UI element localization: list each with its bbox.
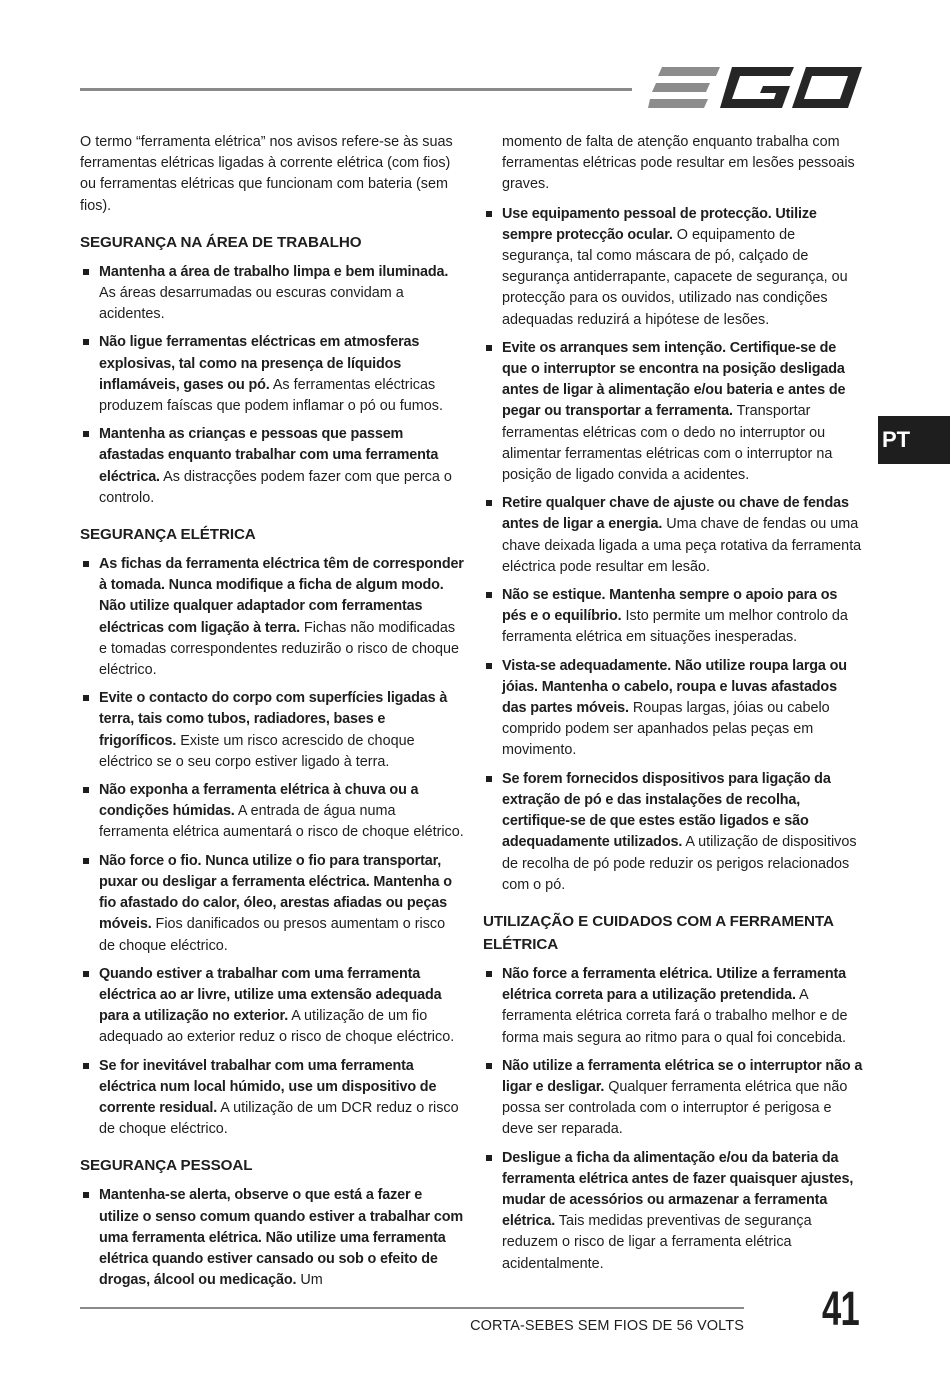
list-item bbox=[80, 554, 465, 681]
item-text: A utilização de um DCR reduz o risco de choque eléctrico. bbox=[99, 1099, 459, 1138]
bullet-icon bbox=[83, 269, 89, 275]
left-column bbox=[80, 132, 465, 1298]
item-text: Fichas não modificadas e tomadas correspondentes reduzirão o risco de choque eléctrico. bbox=[99, 619, 459, 679]
bullet-icon bbox=[83, 971, 89, 977]
list-item bbox=[80, 332, 465, 417]
section-heading-personal: SEGURANÇA PESSOAL bbox=[80, 1157, 253, 1175]
item-bold-text: Se for inevitável trabalhar com uma ferramenta eléctrica num local húmido, use um dispositivo de corrente residual. bbox=[99, 1057, 437, 1116]
item-bold-text: Não force a ferramenta elétrica. Utilize a ferramenta elétrica correta para a utilização pretendida. bbox=[502, 965, 846, 1004]
item-bold-text: Desligue a ficha da alimentação e/ou da bateria da ferramenta elétrica antes de fazer quaisquer ajustes, mudar de acessórios ou armazenar a ferramenta elétrica. bbox=[502, 1149, 854, 1230]
footer-title: CORTA-SEBES SEM FIOS DE 56 VOLTS bbox=[470, 1318, 744, 1334]
item-bold-text: Não ligue ferramentas eléctricas em atmosferas explosivas, tal como na presença de líquidos inflamáveis, gases ou pó. bbox=[99, 334, 420, 393]
footer-rule bbox=[80, 1307, 744, 1309]
bullet-icon bbox=[486, 971, 492, 977]
bullet-icon bbox=[486, 500, 492, 506]
logo-o bbox=[792, 67, 862, 108]
item-text: A ferramenta elétrica correta fará o trabalho melhor e de forma mais segura ao ritmo para o qual foi concebida. bbox=[502, 987, 848, 1046]
personal-list bbox=[80, 1185, 465, 1291]
language-tab: PT bbox=[878, 416, 950, 464]
list-item bbox=[80, 688, 465, 773]
bullet-icon bbox=[486, 211, 492, 217]
list-item bbox=[483, 493, 865, 578]
bullet-icon bbox=[83, 1063, 89, 1069]
item-bold-text: Não force o fio. Nunca utilize o fio para transportar, puxar ou desligar a ferramenta eléctrica. Mantenha o fio afastado do calor, óleo, arestas afiadas ou peças móveis. bbox=[99, 852, 452, 933]
item-text: As áreas desarrumadas ou escuras convidam a acidentes. bbox=[99, 285, 404, 323]
item-text: O equipamento de segurança, tal como máscara de pó, calçado de segurança antiderrapante, capacete de segurança, ou protecção para os ouvidos, utilizado nas condições adequadas reduzirá a hipótese de lesões. bbox=[502, 226, 848, 328]
bullet-icon bbox=[486, 663, 492, 669]
item-bold-text: Retire qualquer chave de ajuste ou chave de fendas antes de ligar a energia. bbox=[502, 495, 849, 533]
list-item bbox=[80, 1185, 465, 1291]
item-bold-text: Use equipamento pessoal de protecção. Utilize sempre protecção ocular. bbox=[502, 205, 817, 243]
tool-use-list bbox=[483, 964, 865, 1275]
bullet-icon bbox=[83, 431, 89, 437]
item-bold-text: Mantenha-se alerta, observe o que está a fazer e utilize o senso comum quando estiver a trabalhar com uma ferramenta elétrica. Não utilize uma ferramenta elétrica quando estiver cansado ou sob o efeito de drogas, álcool ou medicação. bbox=[99, 1187, 464, 1289]
item-bold-text: Mantenha as crianças e pessoas que passem afastadas enquanto trabalhar com uma ferramenta eléctrica. bbox=[99, 426, 439, 485]
item-text: A entrada de água numa ferramenta elétrica aumentará o risco de choque elétrico. bbox=[99, 803, 464, 841]
item-bold-text: Não utilize a ferramenta elétrica se o interruptor não a ligar e desligar. bbox=[502, 1057, 863, 1095]
list-item bbox=[483, 204, 865, 331]
item-text: Transportar ferramentas elétricas com o dedo no interruptor ou alimentar ferramentas elétricas com o interruptor na posição de ligado convida a acidentes. bbox=[502, 403, 833, 484]
header-rule bbox=[80, 88, 632, 91]
item-text: Qualquer ferramenta elétrica que não possa ser controlada com o interruptor é perigosa e deve ser reparada. bbox=[502, 1078, 848, 1138]
item-text: Tais medidas preventivas de segurança reduzem o risco de ligar a ferramenta elétrica acidentalmente. bbox=[502, 1213, 812, 1272]
list-item bbox=[80, 851, 465, 957]
list-item bbox=[483, 585, 865, 649]
bullet-icon bbox=[83, 787, 89, 793]
item-bold-text: Evite os arranques sem intenção. Certifique-se de que o interruptor se encontra na posição desligada antes de ligar à alimentação e/ou bateria e antes de pegar ou transportar a ferramenta. bbox=[502, 339, 846, 420]
logo-e-bar-bottom bbox=[648, 99, 708, 108]
intro-paragraph: O termo “ferramenta elétrica” nos avisos refere-se às suas ferramentas elétricas ligadas à corrente elétrica (com fios) ou ferramentas elétricas que funcionam com bateria (sem fios). bbox=[80, 134, 453, 214]
item-text: Existe um risco acrescido de choque eléctrico se o seu corpo estiver ligado à terra. bbox=[99, 732, 415, 770]
ego-logo bbox=[648, 62, 862, 114]
list-item bbox=[483, 1148, 865, 1275]
logo-e-bar-top bbox=[658, 67, 720, 76]
item-bold-text: As fichas da ferramenta eléctrica têm de corresponder à tomada. Nunca modifique a ficha de algum modo. Não utilize qualquer adaptador com ferramentas eléctricas com ligação à terra. bbox=[99, 556, 464, 636]
list-item bbox=[483, 656, 865, 762]
bullet-icon bbox=[486, 592, 492, 598]
item-bold-text: Quando estiver a trabalhar com uma ferramenta eléctrica ao ar livre, utilize uma extensão adequada para a utilização no exterior. bbox=[99, 965, 442, 1025]
page-number: 41 bbox=[822, 1283, 860, 1336]
item-bold-text: Não se estique. Mantenha sempre o apoio para os pés e o equilíbrio. bbox=[502, 587, 838, 625]
item-text: A utilização de um fio adequado ao exterior reduz o risco de choque eléctrico. bbox=[99, 1008, 455, 1046]
list-item bbox=[80, 424, 465, 509]
bullet-icon bbox=[486, 1063, 492, 1069]
electrical-list bbox=[80, 554, 465, 1140]
list-item bbox=[80, 780, 465, 844]
item-text: Isto permite um melhor controlo da ferramenta elétrica em situações inesperadas. bbox=[502, 608, 848, 646]
logo-e-bar-mid bbox=[652, 83, 710, 92]
item-text: A utilização de dispositivos de recolha de pó pode reduzir os perigos relacionados com o pó. bbox=[502, 834, 857, 893]
continuation-paragraph: momento de falta de atenção enquanto trabalha com ferramentas elétricas pode resultar em lesões pessoais graves. bbox=[502, 134, 855, 193]
item-bold-text: Evite o contacto do corpo com superfícies ligadas à terra, tais como tubos, radiadores, bases e frigoríficos. bbox=[99, 690, 448, 749]
item-text: Fios danificados ou presos aumentam o risco de choque eléctrico. bbox=[99, 916, 446, 954]
list-item bbox=[80, 262, 465, 326]
right-column bbox=[483, 132, 865, 1282]
bullet-icon bbox=[486, 776, 492, 782]
section-heading-work-area: SEGURANÇA NA ÁREA DE TRABALHO bbox=[80, 233, 362, 251]
list-item bbox=[483, 964, 865, 1049]
bullet-icon bbox=[83, 339, 89, 345]
list-item bbox=[483, 338, 865, 486]
logo-g bbox=[720, 67, 794, 108]
item-bold-text: Mantenha a área de trabalho limpa e bem iluminada. bbox=[99, 263, 449, 280]
item-bold-text: Não exponha a ferramenta elétrica à chuva ou a condições húmidas. bbox=[99, 782, 419, 820]
work-area-list bbox=[80, 262, 465, 509]
section-heading-tool-use: UTILIZAÇÃO E CUIDADOS COM A FERRAMENTA ELÉTRICA bbox=[483, 912, 834, 953]
list-item bbox=[80, 964, 465, 1049]
bullet-icon bbox=[83, 695, 89, 701]
item-text: Uma chave de fendas ou uma chave deixada ligada a uma peça rotativa da ferramenta eléctrica pode resultar em lesão. bbox=[502, 516, 862, 575]
bullet-icon bbox=[486, 345, 492, 351]
section-heading-electrical: SEGURANÇA ELÉTRICA bbox=[80, 526, 256, 544]
list-item bbox=[483, 769, 865, 896]
bullet-icon bbox=[83, 858, 89, 864]
list-item bbox=[483, 1056, 865, 1141]
list-item bbox=[80, 1056, 465, 1141]
bullet-icon bbox=[83, 561, 89, 567]
item-text: As ferramentas eléctricas produzem faíscas que podem inflamar o pó ou fumos. bbox=[99, 376, 443, 415]
item-text: As distracções podem fazer com que perca o controlo. bbox=[99, 468, 452, 506]
personal-list-continued bbox=[483, 204, 865, 896]
item-bold-text: Vista-se adequadamente. Não utilize roupa larga ou jóias. Mantenha o cabelo, roupa e luvas afastados das partes móveis. bbox=[502, 657, 847, 717]
item-text: Um bbox=[296, 1272, 323, 1289]
bullet-icon bbox=[486, 1155, 492, 1161]
item-text: Roupas largas, jóias ou cabelo comprido podem ser apanhados pelas peças em movimento. bbox=[502, 700, 830, 759]
bullet-icon bbox=[83, 1192, 89, 1198]
item-bold-text: Se forem fornecidos dispositivos para ligação da extração de pó e das instalações de recolha, certifique-se de que estes estão ligados e são adequadamente utilizados. bbox=[502, 770, 831, 851]
